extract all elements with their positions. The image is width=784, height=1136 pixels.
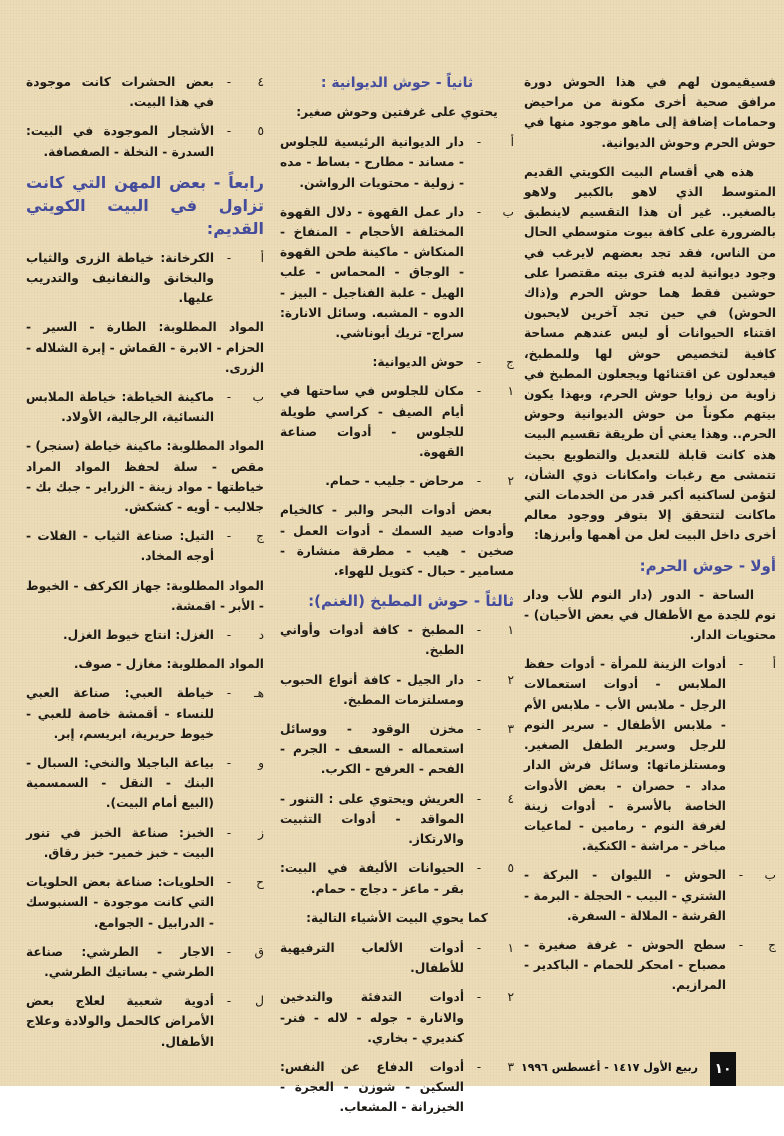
- materials-text: المواد المطلوبة: الطارة - السير - الحزام - الابرة - القماش - إبرة الشلاله - الزرى.: [25, 320, 264, 375]
- list-item: ب - ماكينة الخياطة: خياطة الملابس النسائية، الرجالية، الأولاد.: [26, 390, 264, 425]
- page-footer: [500, 1052, 736, 1086]
- list-item: ٥ - الحيوانات الأليفة في البيت: بقر - ماعز - دجاج - حمام.: [280, 861, 514, 896]
- issue-date: ربيع الأول ١٤١٧ - أغسطس ١٩٩٦: [521, 1061, 698, 1074]
- list-item: و - بياعة الباجيلا والنخي: السبال - البنك - النقل - السمسمية (البيع أمام البيت).: [26, 756, 264, 811]
- list-item: ٢ - أدوات التدفئة والتدخين والانارة - جوله - لاله - فنر- كنديري - بخاري.: [280, 990, 514, 1045]
- page-number: ١٠: [710, 1052, 736, 1086]
- list-item: ز - الخبز: صناعة الخبز في تنور البيت - خبز خمير- خبز رقاق.: [26, 825, 264, 860]
- materials-text: المواد المطلوبة: ماكينة خياطة (سنجر) - مقص - سلة لحفظ المواد المراد خياطتها - مواد زينة - الزراير - جبك بك - جلاليب - أويه - كشكش.: [26, 439, 264, 515]
- list-item: أ - دار الديوانية الرئيسية للجلوس - مساند - مطارح - بساط - مده - زولية - محتويات الرواشن.: [280, 135, 514, 190]
- list-item: ١ - مكان للجلوس في ساحتها في أيام الصيف - كراسي طويلة للجلوس - أدوات صناعة القهوة.: [280, 384, 514, 460]
- section-heading-haram: أولا - حوش الحرم:: [639, 556, 776, 575]
- column-left: [26, 72, 264, 1061]
- list-item: ق - الاجار - الطرشي: صناعة الطرشي - بساتيك الطرشي.: [26, 944, 264, 979]
- section-heading-professions: رابعاً - بعض المهن التي كانت تزاول في البيت الكويتي القديم:: [26, 172, 264, 238]
- subtitle: كما يحوي البيت الأشياء التالية:: [306, 910, 488, 925]
- list-item: ج - حوش الديوانية:: [372, 355, 514, 370]
- list-item: أ - الكرخانة: خياطة الزرى والثياب والبخانق والنفانيف والتدريب عليها.: [26, 250, 264, 306]
- materials-text: المواد المطلوبة: جهاز الكركف - الخيوط - الأبر - اقمشة.: [26, 578, 264, 613]
- list-item: د - الغزل: انتاج خيوط الغزل.: [63, 628, 264, 643]
- list-item: ٤ - العريش ويحتوي على : التنور - المواقد - أدوات التثبيت والارتكاز.: [280, 791, 514, 847]
- list-item: ح - الحلويات: صناعة بعض الحلويات التي كانت موجودة - السنبوسك - الدرابيل - الجوامع.: [26, 875, 264, 930]
- list-item: ج - التيل: صناعة الثياب - الفلات - أوجه المخاد.: [26, 529, 264, 564]
- subtitle: يحتوي على غرفتين وحوش صغير:: [296, 105, 498, 119]
- paragraph: هذه هي أقسام البيت الكويتي القديم المتوسط الذي لاهو بالكبير ولاهو بالصغير.. غير أن هذا التقسيم لاينطبق بالضرورة على كافة بيوت متوسطي الحال من الناس، فقد تجد بعضهم لايرغب في وجود ديوانية لديه فترى بيته مقتصرا على حوشين فقط هما حوش الحرم و(ذاك الحوش) في حين تجد آخرين لايحبون اقتناء الحيوانات أو ليس عندهم مساحة كافية لتخصيص حوش لها وللمطبخ، فيعدلون عن اقتنائها ويجعلون المطبخ في زاوية من زوايا حوش الحرم، وبهذا يكون بيتهم مكوناً من حوش الديوانية وحوش الحرم.. وهذا يعني أن طريقة تقسيم البيت هذه كانت قابلة للتعديل والتطويع بحيث تتمشى مع رغبات وامكانات ذوي الشأن، لتؤمن لساكنيه أكبر قدر من الخدمات التي ماكانت لتتحقق إلا بتوفر ووجود معالم أخرى داخل البيت لعل من أهمها وأبرزها:: [524, 164, 776, 543]
- list-item: أ - أدوات الزينة للمرأة - أدوات حفظ الملابس - أدوات استعمالات الرجل - ملابس الأب - ملابس الأم - ملابس الأطفال - سرير النوم للرجل وسرير الطفل الصغير. ومستلزماتها: وسائل فرش الدار مداد - حصران - بعض الأدوات الخاصة بالأسرة - أدوات زينة لغرفة النوم - رمامين - لماعيات مباخر - مراشة - الكنكية.: [524, 657, 776, 854]
- section-heading-kitchen: ثالثاً - حوش المطبخ (الغنم):: [308, 592, 514, 611]
- list-item: ٣ - مخزن الوقود - ووسائل استعماله - السعف - الجرم - الفحم - العرفج - الكرب.: [280, 722, 514, 777]
- list-item: ٢ - مرحاض - جليب - حمام.: [325, 474, 514, 489]
- paragraph: بعض أدوات البحر والبر - كالخيام وأدوات صيد السمك - أدوات العمل - صخين - هيب - مطرقة منشارة - مسامير - حبال - كتويل للهواء.: [280, 503, 514, 579]
- paragraph: الساحة - الدور (دار النوم للأب ودار نوم للجدة مع الأطفال في بعض الأحيان) - محتويات الدار.: [524, 587, 776, 643]
- list-item: ب - دار عمل القهوة - دلال القهوة المختلفة الأحجام - المنفاخ - المنكاش - ماكينة طحن القهوة - الوجاق - المحماس - علب الهيل - علبة الفناجيل - البيز - الدوه - المشبه. وسائل الانارة: سراج- تريك أبوناشي.: [280, 204, 514, 341]
- materials-text: المواد المطلوبة: مغازل - صوف.: [73, 657, 264, 672]
- list-item: ٣ - أدوات الدفاع عن النفس: السكين - شوزن - العجرة - الخيزرانة - المشعاب.: [280, 1059, 514, 1115]
- paragraph: فسيقيمون لهم في هذا الحوش دورة مرافق صحية أخرى مكونة من مراحيض وحمامات إضافة إلى ماهو موجود منها في حوش الحرم وحوش الديوانية.: [524, 75, 776, 150]
- list-item: ١ - أدوات الألعاب الترفيهية للأطفال.: [280, 940, 514, 976]
- list-item: ١ - المطبخ - كافة أدوات وأواني الطبخ.: [280, 623, 514, 658]
- list-item: ٥ - الأشجار الموجودة في البيت: السدرة - النخلة - الصفصافة.: [26, 124, 264, 159]
- list-item: ٤ - بعض الحشرات كانت موجودة في هذا البيت.: [26, 75, 264, 110]
- list-item: ب - الحوش - الليوان - البركة - الشتري - البيب - الحجلة - البرمة - القرشة - الملالة - السفرة.: [524, 868, 776, 923]
- section-heading-diwaniya: ثانياً - حوش الديوانية :: [320, 75, 474, 91]
- list-item: ل - أدوية شعبية لعلاج بعض الأمراض كالحمل والولادة وعلاج الأطفال.: [26, 994, 264, 1049]
- list-item: هـ - خياطة العبي: صناعة العبي للنساء - أقمشة خاصة للعبي - خيوط حريرية، ابريسم، إبر.: [26, 686, 264, 741]
- column-middle: [280, 72, 514, 1127]
- column-right: [524, 72, 776, 1005]
- list-item: ج - سطح الحوش - غرفة صغيرة - مصباح - امحكر للحمام - الباكدير - المرازيم.: [524, 937, 776, 993]
- list-item: ٢ - دار الجيل - كافة أنواع الحبوب ومسلتزمات المطبخ.: [280, 672, 514, 707]
